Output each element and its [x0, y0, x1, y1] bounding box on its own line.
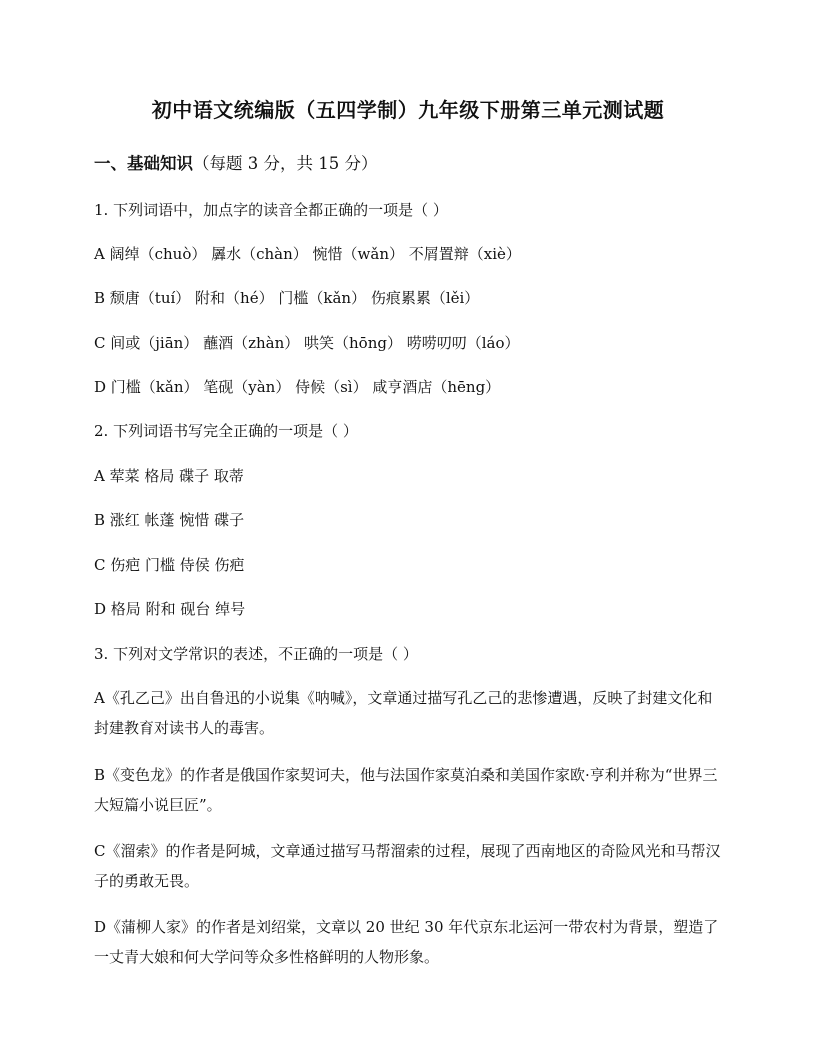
question-3-option-b: B《变色龙》的作者是俄国作家契诃夫，他与法国作家莫泊桑和美国作家欧·亨利并称为“世界三大短篇小说巨匠”。	[94, 766, 718, 814]
question-1-stem: 1. 下列词语中，加点字的读音全都正确的一项是（ ）	[94, 201, 448, 219]
section-score-note: （每题 3 分，共 15 分）	[193, 154, 378, 173]
question-3-stem: 3. 下列对文学常识的表述，不正确的一项是（ ）	[94, 645, 418, 663]
section-heading	[94, 150, 377, 174]
question-1-option-b: B 颓唐（tuí） 附和（hé） 门槛（kǎn） 伤痕累累（lěi）	[94, 289, 480, 307]
question-2-stem: 2. 下列词语书写完全正确的一项是（ ）	[94, 422, 358, 440]
question-1-option-c: C 间或（jiān） 蘸酒（zhàn） 哄笑（hōng） 唠唠叨叨（láo）	[94, 334, 520, 352]
section-title: 一、基础知识	[94, 154, 193, 173]
question-3-option-a: A《孔乙己》出自鲁迅的小说集《呐喊》，文章通过描写孔乙己的悲惨遭遇，反映了封建文化和封建教育对读书人的毒害。	[94, 689, 713, 737]
question-2-option-a: A 荤菜 格局 碟子 取蒂	[94, 467, 244, 485]
question-3-option-c: C《溜索》的作者是阿城，文章通过描写马帮溜索的过程，展现了西南地区的奇险风光和马帮汉子的勇敢无畏。	[94, 842, 721, 890]
document-title: 初中语文统编版（五四学制）九年级下册第三单元测试题	[151, 98, 665, 122]
question-2-option-d: D 格局 附和 砚台 绰号	[94, 600, 246, 618]
question-2-option-c: C 伤疤 门槛 侍侯 伤疤	[94, 556, 245, 574]
question-2-option-b: B 涨红 帐蓬 惋惜 碟子	[94, 511, 245, 529]
question-1-option-d: D 门槛（kǎn） 笔砚（yàn） 侍候（sì） 咸亨酒店（hēng）	[94, 378, 501, 396]
question-3-option-d: D《蒲柳人家》的作者是刘绍棠，文章以 20 世纪 30 年代京东北运河一带农村为背景，塑造了一丈青大娘和何大学问等众多性格鲜明的人物形象。	[94, 918, 719, 966]
question-1-option-a: A 阔绰（chuò） 羼水（chàn） 惋惜（wǎn） 不屑置辩（xiè）	[94, 245, 521, 263]
